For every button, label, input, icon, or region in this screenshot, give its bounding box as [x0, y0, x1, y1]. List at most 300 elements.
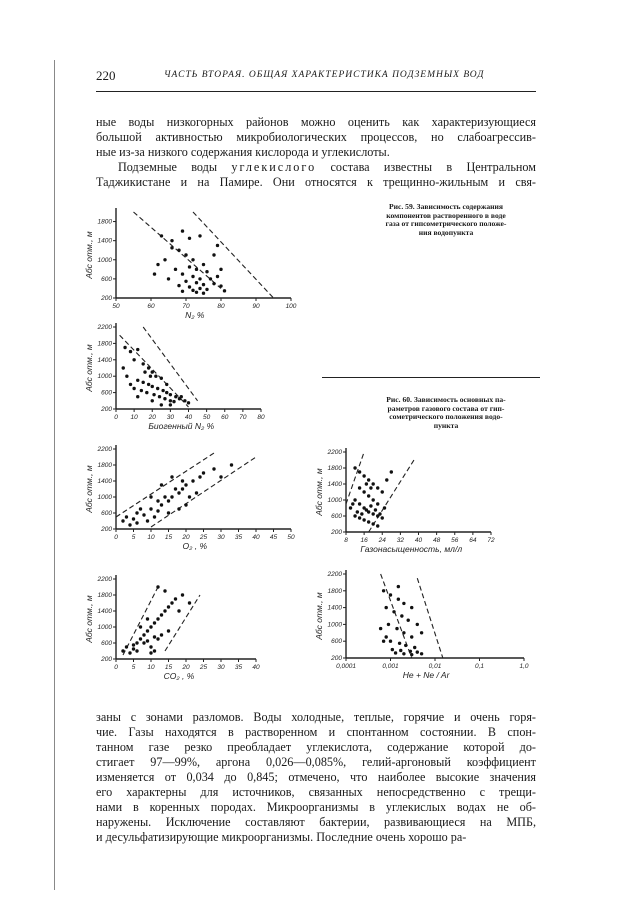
data-point: [181, 487, 184, 490]
data-point: [188, 285, 191, 288]
data-point: [384, 635, 387, 638]
x-tick-label: 0,0001: [336, 663, 356, 670]
data-point: [397, 598, 400, 601]
figure-60-caption: Рис. 60. Зависимость основных па- раметров газового состава от гип- сометрического положения водо- пункта: [386, 395, 506, 430]
y-tick-label: 1800: [327, 465, 342, 472]
data-point: [184, 280, 187, 283]
x-tick-label: 40: [252, 534, 260, 541]
data-point: [353, 498, 356, 501]
x-tick-label: 0: [114, 414, 118, 421]
text-line: Таджикистане и на Памире. Они относятся к трещинно-жильным и свя-: [96, 175, 536, 189]
x-tick-label: 80: [217, 303, 225, 310]
data-point: [181, 593, 184, 596]
data-point: [146, 617, 149, 620]
data-point: [160, 633, 163, 636]
data-point: [136, 379, 139, 382]
data-point: [381, 516, 384, 519]
data-point: [169, 399, 172, 402]
data-point: [167, 629, 170, 632]
data-point: [384, 606, 387, 609]
data-point: [402, 652, 405, 655]
x-tick-label: 25: [199, 664, 208, 671]
x-tick-label: 35: [234, 534, 243, 541]
data-point: [212, 467, 215, 470]
data-point: [165, 383, 168, 386]
envelope-line: [346, 452, 364, 504]
x-tick-label: 20: [148, 414, 156, 421]
data-point: [136, 348, 139, 351]
text-line: наружены. Исключение составляют бактерии, развивающиеся на МПБ,: [96, 815, 536, 829]
data-point: [362, 490, 365, 493]
data-point: [146, 519, 149, 522]
data-point: [141, 381, 144, 384]
x-tick-label: 56: [451, 537, 459, 544]
data-point: [149, 625, 152, 628]
text-line: его характерны для источников, связанных непосредственно с трещи-: [96, 785, 536, 799]
data-point: [219, 475, 222, 478]
data-point: [376, 524, 379, 527]
data-point: [358, 470, 361, 473]
data-point: [212, 282, 215, 285]
y-tick-label: 1000: [97, 624, 112, 631]
data-point: [156, 263, 159, 266]
data-point: [358, 486, 361, 489]
data-point: [407, 619, 410, 622]
y-tick-label: 200: [101, 526, 112, 533]
x-tick-label: 15: [164, 534, 173, 541]
data-point: [389, 640, 392, 643]
data-point: [399, 649, 402, 652]
data-point: [376, 486, 379, 489]
data-point: [163, 589, 166, 592]
x-tick-label: 5: [131, 534, 136, 541]
y-tick-label: 200: [331, 529, 342, 536]
y-tick-label: 1400: [327, 481, 342, 488]
x-tick-label: 72: [487, 537, 495, 544]
data-point: [151, 399, 154, 402]
x-tick-label: 0,1: [474, 663, 485, 670]
data-point: [371, 498, 374, 501]
bottom-paragraph: [96, 710, 536, 845]
y-tick-label: 2200: [327, 571, 342, 578]
text-line: Подземные воды углекислого состава известны в Центральном: [118, 160, 536, 174]
x-tick-label: 45: [269, 534, 278, 541]
y-tick-label: 600: [101, 389, 112, 397]
data-point: [132, 643, 135, 646]
data-point: [223, 289, 226, 292]
chart-he-ne-ar: [314, 571, 529, 680]
data-point: [163, 609, 166, 612]
y-tick-label: 1000: [327, 497, 342, 504]
data-point: [385, 478, 388, 481]
data-point: [353, 514, 356, 517]
text-line: и десульфатизирующие микроорганизмы. Последние очень хорошо ра-: [96, 830, 467, 844]
data-point: [139, 507, 142, 510]
running-title: ЧАСТЬ ВТОРАЯ. ОБЩАЯ ХАРАКТЕРИСТИКА ПОДЗЕМНЫХ ВОД: [164, 70, 485, 80]
envelope-line: [417, 578, 443, 658]
data-point: [154, 375, 157, 378]
data-point: [160, 377, 163, 380]
x-tick-label: 20: [182, 664, 190, 671]
data-point: [177, 507, 180, 510]
data-point: [170, 246, 173, 249]
data-point: [188, 495, 191, 498]
data-point: [128, 523, 131, 526]
x-tick-label: 0: [114, 534, 118, 541]
data-point: [177, 249, 180, 252]
x-tick-label: 60: [147, 303, 155, 310]
y-axis-label: Абс отм., м: [84, 465, 94, 513]
chart-o2: [84, 446, 295, 551]
data-point: [219, 268, 222, 271]
data-point: [156, 499, 159, 502]
data-point: [371, 512, 374, 515]
y-axis-label: Абс отм., м: [314, 468, 324, 516]
y-tick-label: 1800: [97, 218, 112, 226]
data-point: [152, 393, 155, 396]
data-point: [404, 644, 407, 647]
data-point: [170, 601, 173, 604]
data-point: [353, 466, 356, 469]
data-point: [170, 475, 173, 478]
text-line: ные воды низкогорных районов можно оценить как характеризующиеся: [96, 115, 536, 129]
data-point: [174, 597, 177, 600]
data-point: [123, 346, 126, 349]
data-point: [413, 646, 416, 649]
x-tick-label: 5: [131, 664, 136, 671]
x-tick-label: 10: [147, 534, 155, 541]
data-point: [365, 508, 368, 511]
spaced-word: углекислого: [231, 160, 317, 174]
data-point: [153, 635, 156, 638]
data-point: [183, 399, 186, 402]
x-tick-label: 64: [469, 537, 477, 544]
data-point: [362, 518, 365, 521]
data-point: [202, 471, 205, 474]
figure-59-caption: Рис. 59. Зависимость содержания компонентов растворенного в воде газа от гипсометрического положе- ния водопункта: [385, 202, 507, 237]
data-point: [146, 639, 149, 642]
x-tick-label: 35: [234, 664, 243, 671]
data-point: [125, 645, 128, 648]
y-tick-label: 200: [101, 295, 112, 302]
data-point: [160, 503, 163, 506]
text-line: чие. Газы находятся в растворенном и спонтанном состоянии. В спон-: [96, 725, 536, 739]
data-point: [195, 281, 198, 284]
data-point: [165, 391, 168, 394]
y-tick-label: 200: [101, 656, 112, 663]
data-point: [198, 287, 201, 290]
x-axis-label: Биогенный N₂ %: [148, 421, 215, 431]
page-number: 220: [96, 68, 116, 83]
data-point: [158, 395, 161, 398]
data-point: [141, 362, 144, 365]
envelope-line: [151, 457, 256, 527]
data-point: [174, 395, 177, 398]
data-point: [195, 491, 198, 494]
figure-divider: [322, 377, 540, 378]
x-tick-label: 40: [184, 414, 193, 421]
data-point: [382, 589, 385, 592]
data-point: [151, 385, 154, 388]
y-tick-label: 1400: [97, 608, 112, 615]
x-axis-label: N₂ %: [185, 310, 205, 320]
data-point: [153, 621, 156, 624]
text-line: большой активностью микробиологических процессов, но слабоагрессив-: [96, 130, 536, 144]
data-point: [121, 649, 124, 652]
data-point: [420, 631, 423, 634]
x-tick-label: 48: [433, 537, 441, 544]
data-point: [160, 403, 163, 406]
data-point: [156, 637, 159, 640]
page-header: [96, 68, 536, 86]
x-tick-label: 90: [252, 303, 260, 310]
data-point: [135, 521, 138, 524]
data-point: [371, 522, 374, 525]
x-tick-label: 50: [287, 534, 295, 541]
data-point: [230, 463, 233, 466]
data-point: [198, 234, 201, 237]
text-line: заны с зонами разломов. Воды холодные, теплые, горячие и очень горя-: [96, 710, 536, 724]
data-point: [153, 515, 156, 518]
data-point: [128, 651, 131, 654]
data-point: [181, 290, 184, 293]
data-point: [181, 229, 184, 232]
data-point: [156, 387, 159, 390]
data-point: [216, 275, 219, 278]
data-point: [160, 483, 163, 486]
data-point: [216, 244, 219, 247]
data-point: [145, 391, 148, 394]
y-tick-label: 1800: [97, 592, 112, 599]
y-tick-label: 1800: [327, 587, 342, 595]
y-tick-label: 600: [101, 510, 112, 517]
data-point: [170, 495, 173, 498]
y-tick-label: 1000: [327, 621, 342, 629]
data-point: [156, 509, 159, 512]
data-point: [390, 470, 393, 473]
x-tick-label: 40: [252, 664, 260, 671]
data-point: [367, 494, 370, 497]
data-point: [156, 617, 159, 620]
x-tick-label: 30: [217, 664, 225, 671]
data-point: [381, 490, 384, 493]
data-point: [389, 593, 392, 596]
x-tick-label: 0,01: [428, 663, 442, 670]
data-point: [170, 239, 173, 242]
data-point: [180, 395, 183, 398]
data-point: [367, 520, 370, 523]
data-point: [195, 268, 198, 271]
data-point: [371, 482, 374, 485]
x-tick-label: 80: [257, 414, 265, 421]
text-line: стигает 97—99%, аргона 0,026—0,085%, гелий-аргоновый коэффициент: [96, 755, 536, 769]
envelope-line: [116, 453, 214, 517]
x-tick-label: 50: [203, 414, 211, 421]
data-point: [167, 605, 170, 608]
y-tick-label: 1400: [97, 356, 112, 364]
y-axis-label: Абс отм., м: [314, 592, 324, 640]
data-point: [142, 641, 145, 644]
data-point: [167, 277, 170, 280]
data-point: [149, 375, 152, 378]
data-point: [184, 503, 187, 506]
data-point: [142, 633, 145, 636]
data-point: [184, 483, 187, 486]
y-tick-label: 2200: [97, 446, 112, 453]
y-axis-label: Абс отм., м: [84, 231, 94, 279]
data-point: [167, 511, 170, 514]
data-point: [135, 649, 138, 652]
data-point: [367, 478, 370, 481]
x-axis-label: Газонасыщенность, мл/л: [360, 544, 463, 554]
y-tick-label: 600: [101, 275, 112, 283]
data-point: [360, 512, 363, 515]
data-point: [195, 291, 198, 294]
data-point: [139, 637, 142, 640]
data-point: [149, 651, 152, 654]
y-tick-label: 1000: [97, 256, 112, 264]
data-point: [349, 506, 352, 509]
data-point: [416, 650, 419, 653]
data-point: [163, 495, 166, 498]
y-tick-label: 1400: [97, 237, 112, 245]
data-point: [191, 289, 194, 292]
x-axis-label: CO₂ , %: [163, 671, 195, 681]
data-point: [142, 513, 145, 516]
x-tick-label: 25: [199, 534, 208, 541]
header-rule: [96, 91, 536, 92]
data-point: [202, 283, 205, 286]
data-point: [156, 585, 159, 588]
data-point: [174, 268, 177, 271]
data-point: [395, 627, 398, 630]
data-point: [409, 650, 412, 653]
x-tick-label: 60: [221, 414, 229, 421]
x-tick-label: 15: [164, 664, 173, 671]
x-tick-label: 0,001: [382, 663, 399, 670]
data-point: [394, 651, 397, 654]
x-tick-label: 20: [182, 534, 190, 541]
y-tick-label: 600: [331, 638, 342, 646]
x-tick-label: 40: [414, 537, 423, 544]
data-point: [153, 272, 156, 275]
data-point: [188, 265, 191, 268]
data-point: [202, 263, 205, 266]
top-paragraph: [96, 115, 536, 190]
x-axis-label: O₂ , %: [182, 541, 207, 551]
data-point: [132, 387, 135, 390]
x-tick-label: 70: [239, 414, 247, 421]
y-tick-label: 1400: [327, 604, 342, 612]
data-point: [149, 495, 152, 498]
data-point: [132, 358, 135, 361]
y-tick-label: 600: [101, 640, 112, 647]
x-axis-label: He + Ne / Ar: [402, 670, 450, 680]
data-point: [181, 479, 184, 482]
y-tick-label: 1800: [97, 462, 112, 469]
data-point: [129, 350, 132, 353]
y-tick-label: 200: [331, 655, 342, 662]
data-point: [177, 284, 180, 287]
data-point: [151, 370, 154, 373]
text-line: нами в коренных породах. Микроорганизмы в углекислых водах не об-: [96, 800, 536, 814]
x-tick-label: 32: [396, 537, 404, 544]
data-point: [376, 502, 379, 505]
data-point: [143, 370, 146, 373]
chart-biogenic-n2: [84, 324, 266, 431]
x-tick-label: 100: [285, 303, 297, 310]
y-tick-label: 2200: [327, 449, 342, 456]
data-point: [351, 502, 354, 505]
data-point: [163, 258, 166, 261]
data-point: [149, 507, 152, 510]
x-tick-label: 10: [147, 664, 155, 671]
data-point: [181, 272, 184, 275]
data-point: [198, 475, 201, 478]
data-point: [132, 517, 135, 520]
data-point: [356, 510, 359, 513]
data-point: [160, 234, 163, 237]
chart-co2: [84, 576, 260, 681]
data-point: [400, 614, 403, 617]
data-point: [410, 635, 413, 638]
data-point: [410, 606, 413, 609]
data-point: [391, 648, 394, 651]
data-point: [358, 502, 361, 505]
data-point: [369, 504, 372, 507]
data-point: [132, 647, 135, 650]
data-point: [398, 642, 401, 645]
data-point: [410, 653, 413, 656]
data-point: [125, 515, 128, 518]
data-point: [184, 253, 187, 256]
y-tick-label: 1400: [97, 478, 112, 485]
data-point: [358, 516, 361, 519]
data-point: [205, 288, 208, 291]
data-point: [136, 395, 139, 398]
x-tick-label: 1,0: [519, 663, 529, 670]
data-point: [362, 474, 365, 477]
data-point: [191, 275, 194, 278]
data-point: [174, 487, 177, 490]
data-point: [387, 623, 390, 626]
data-point: [187, 401, 190, 404]
data-point: [402, 631, 405, 634]
data-point: [202, 292, 205, 295]
data-point: [382, 640, 385, 643]
data-point: [177, 491, 180, 494]
y-tick-label: 200: [101, 406, 112, 413]
data-point: [177, 609, 180, 612]
data-point: [383, 506, 386, 509]
page-edge-line: [54, 60, 55, 890]
data-point: [129, 383, 132, 386]
y-tick-label: 1800: [97, 340, 112, 348]
data-point: [402, 602, 405, 605]
chart-gas-saturation: [314, 449, 496, 554]
data-point: [135, 511, 138, 514]
data-point: [146, 629, 149, 632]
x-tick-label: 16: [360, 537, 368, 544]
data-point: [369, 486, 372, 489]
envelope-line: [165, 595, 200, 651]
x-tick-label: 10: [130, 414, 138, 421]
data-point: [139, 625, 142, 628]
data-point: [188, 237, 191, 240]
envelope-line: [134, 212, 222, 288]
data-point: [365, 482, 368, 485]
data-point: [122, 366, 125, 369]
